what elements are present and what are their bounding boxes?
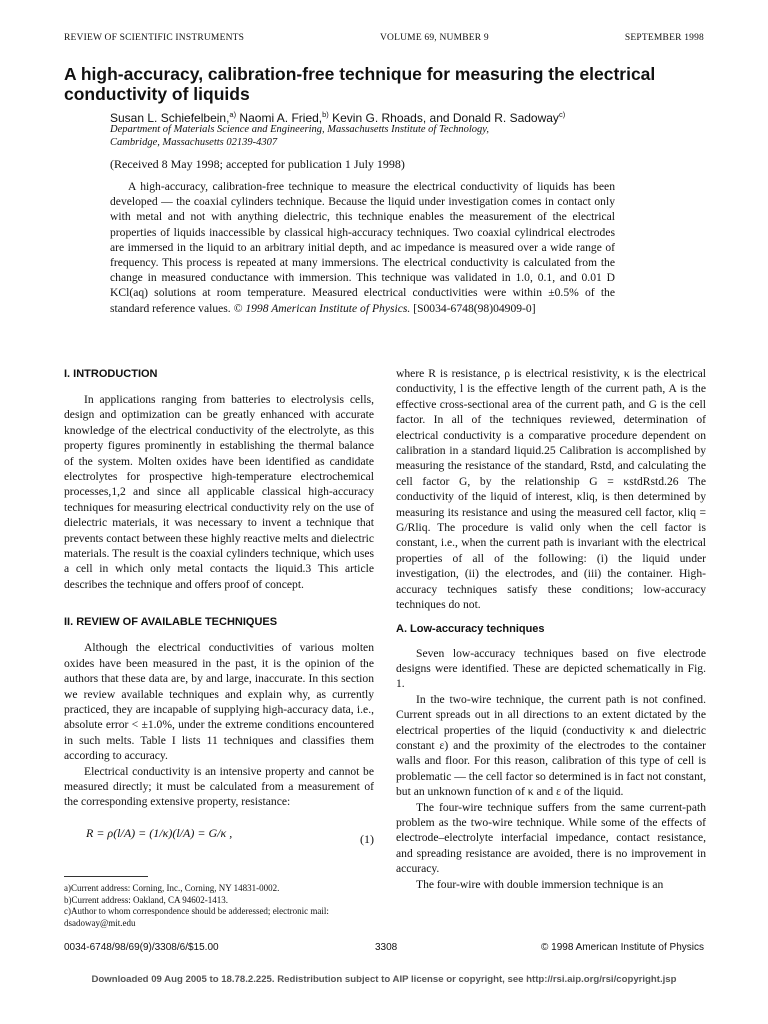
author-1: Susan L. Schiefelbein, xyxy=(110,111,230,125)
journal-name: REVIEW OF SCIENTIFIC INSTRUMENTS xyxy=(64,33,245,43)
article-title: A high-accuracy, calibration-free technique for measuring the electrical conductivity of liquids xyxy=(64,64,656,104)
issue-date: SEPTEMBER 1998 xyxy=(624,33,704,43)
section-heading-review: II. REVIEW OF AVAILABLE TECHNIQUES xyxy=(64,616,278,629)
download-notice: Downloaded 09 Aug 2005 to 18.78.2.225. Redistribution subject to AIP license or copyright, see http://rsi.aip.org/rsi/copyright.jsp xyxy=(91,974,677,985)
author-1-mark: a) xyxy=(229,110,237,119)
footnotes xyxy=(64,883,374,929)
subsection-heading-low-accuracy: A. Low-accuracy techniques xyxy=(396,622,545,635)
equation-number: (1) xyxy=(360,831,374,846)
abstract-body: A high-accuracy, calibration-free technique to measure the electrical conductivity of liquids has been developed — the coaxial cylinders technique. Because the liquid under investigation comes in contact only with metal and not with anything dielectric, this technique enables the measurement of the electrical properties of liquids inaccessible by classical high-accuracy techniques. Two coaxial cylindrical electrodes are immersed in the liquid to an arbitrary initial depth, and ac impedance is measured over a wide range of frequency. This process is repeated at many immersions. The electrical conductivity is calculated from the change in measured conductance with immersion. This technique was validated in 1.0, 0.1, and 0.01 D KCl(aq) solutions at room temperature. Measured electrical conductivities were within ±0.5% of the standard reference values. xyxy=(110,180,615,315)
footer-copyright: © 1998 American Institute of Physics xyxy=(540,942,704,953)
page-footer xyxy=(64,942,704,956)
page-number: 3308 xyxy=(375,942,398,953)
author-2: Naomi A. Fried, xyxy=(236,111,323,125)
abstract xyxy=(110,179,615,316)
footnote-a: a)Current address: Corning, Inc., Corning, NY 14831-0002. xyxy=(64,883,280,893)
intro-paragraph: In applications ranging from batteries to electrolysis cells, design and optimization can be greatly enhanced with accurate knowledge of the electrical conductivity of the electrolyte, as this property figures prominently in establishing the thermal balance of the system. Molten oxides have been identified as candidate electrolytes for prospective high-temperature electrochemical processes,1,2 and since all applicable classical high-accuracy techniques for measuring electrical conductivity rely on the use of dielectric materials, it was necessary to invent a technique that prevents contact between these highly reactive melts and dielectric materials. The result is the coaxial cylinders technique, which uses a cell in which only metal contacts the liquid.3 This article describes the technique and offers proof of concept. xyxy=(64,393,374,591)
equation-1 xyxy=(64,822,374,860)
affiliation-line-2: Cambridge, Massachusetts 02139-4307 xyxy=(110,137,278,148)
author-2-mark: b) xyxy=(322,110,329,119)
issn-code: 0034-6748/98/69(9)/3308/6/$15.00 xyxy=(64,942,219,953)
right-paragraph-4: The four-wire technique suffers from the same current-path problem as the two-wire technique. While some of the effects of electrode–electrolyte interfacial impedance, contact resistance, and spreading resistance are avoided, there is no improvement in accuracy. xyxy=(396,800,706,876)
running-header xyxy=(64,33,704,47)
footnote-b: b)Current address: Oakland, CA 94602-1413. xyxy=(64,894,228,905)
author-3-4: Kevin G. Rhoads, and Donald R. Sadoway xyxy=(328,111,559,125)
footnote-divider xyxy=(64,876,148,877)
abstract-code: [S0034-6748(98)04909-0] xyxy=(413,301,536,315)
received-dates: (Received 8 May 1998; accepted for publication 1 July 1998) xyxy=(110,157,405,171)
equation-body: R = ρ(l/A) = (1/κ)(l/A) = G/κ , xyxy=(86,825,233,840)
right-paragraph-1: where R is resistance, ρ is electrical resistivity, κ is the electrical conductivity, l is the effective length of the current path, A is the effective cross-sectional area of the current path, and G is the cell factor. In all of the techniques reviewed, determination of electrical conductivity is a comparative procedure dependent on calibration in a standard liquid.25 Calibration is accomplished by measuring the resistance of the standard, Rstd, and calculating the cell factor G, by the relationship G = κstdRstd.26 The conductivity of the liquid of interest, κliq, is then determined by measuring its resistance and using the measured cell factor, κliq = G/Rliq. The procedure is valid only when the cell factor is constant, i.e., when the current path is invariant with the electrical properties of all of the following: (i) the liquid under investigation, (ii) the electrodes, and (iii) the container. High-accuracy techniques satisfy these conditions; low-accuracy techniques do not. xyxy=(396,367,706,612)
review-paragraph-1: Although the electrical conductivities of various molten oxides have been measured in the past, it is the opinion of the authors that these data are, by and large, inaccurate. In this section we review available techniques and explain why, as currently practiced, they are incapable of supplying high-accuracy data, i.e., absolute error < ±1.0%, under the extreme conditions encountered in such melts. Table I lists 11 techniques and classifies them according to accuracy. xyxy=(64,641,374,763)
abstract-copyright: © 1998 American Institute of Physics. xyxy=(233,301,411,315)
footnote-c: c)Author to whom correspondence should be adderessed; electronic mail: dsadoway@mit.edu xyxy=(64,906,329,928)
right-paragraph-5: The four-wire with double immersion technique is an xyxy=(416,877,664,891)
review-paragraph-2: Electrical conductivity is an intensive property and cannot be measured directly; it must be calculated from a measurement of the corresponding extensive property, resistance: xyxy=(64,764,374,809)
left-column xyxy=(64,366,374,868)
right-paragraph-3: In the two-wire technique, the current path is not confined. Current spreads out in all directions to an extent dictated by the electrical properties of the liquid (conductivity κ and dielectric constant ε) and the proximity of the electrodes to the container walls and floor. For this reason, calibration of this type of cell is problematic — the cell factor so determined is in fact not constant, but an unknown function of κ and ε of the liquid. xyxy=(396,692,706,799)
affiliation xyxy=(110,123,704,149)
right-paragraph-2: Seven low-accuracy techniques based on five electrode designs were identified. These are depicted schematically in Fig. 1. xyxy=(396,646,706,691)
author-4-mark: c) xyxy=(558,110,566,119)
section-heading-introduction: I. INTRODUCTION xyxy=(64,368,158,380)
right-column xyxy=(396,366,706,892)
affiliation-line-1: Department of Materials Science and Engineering, Massachusetts Institute of Technology, xyxy=(110,124,490,135)
volume-number: VOLUME 69, NUMBER 9 xyxy=(380,33,489,43)
